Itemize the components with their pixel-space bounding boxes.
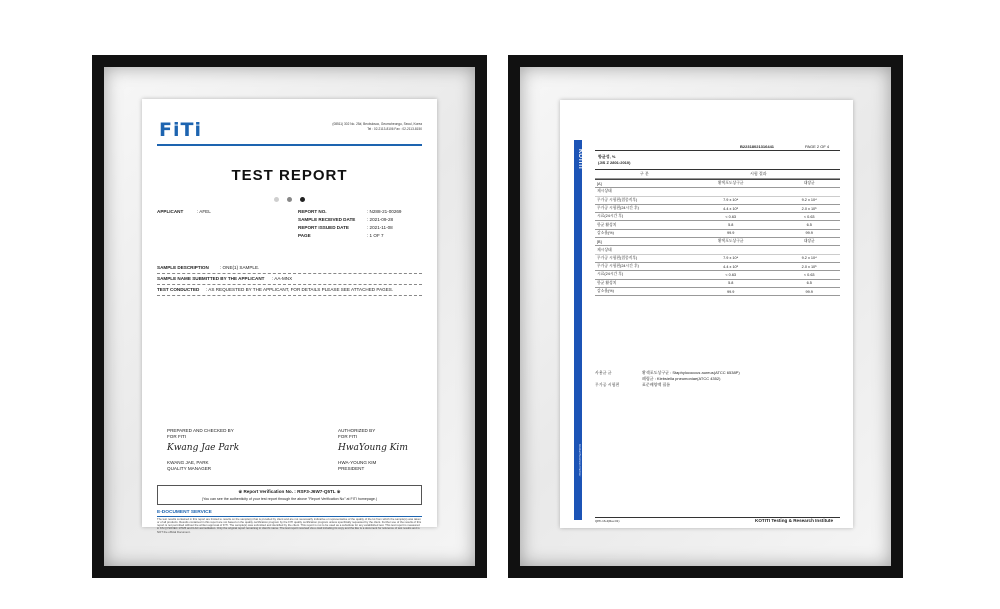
test-conducted-label: TEST CONDUCTED [157, 287, 200, 292]
table-cell: 제시상태 [595, 188, 683, 196]
prepared-by-line1: PREPARED AND CHECKED BY [167, 428, 234, 433]
prepared-signature: Kwang Jae Park [167, 443, 240, 453]
table-cell: 제시상태 [595, 246, 683, 254]
table-row [595, 254, 840, 262]
footer-institute: KOTITI Testing & Research Institute [755, 518, 834, 523]
authorized-by-line1: AUTHORIZED BY [338, 428, 376, 433]
right-picture-frame [508, 55, 903, 578]
dashed-rule [157, 295, 422, 296]
table-row [595, 213, 840, 221]
table-row [595, 204, 840, 212]
table-cell: 7.9 x 10⁴ [683, 196, 778, 204]
table-cell: 9.2 x 10⁴ [778, 196, 840, 204]
table-cell: < 0.63 [683, 271, 778, 279]
test-method: (JIS Z 2801:2010) [598, 160, 631, 165]
table-cell: [A] [595, 180, 683, 188]
verification-box [157, 485, 422, 505]
table-cell: 감소율(%) [595, 287, 683, 295]
table-cell: [B] [595, 238, 683, 246]
test-report-document [142, 99, 437, 534]
table-cell: 4.4 x 10⁵ [683, 262, 778, 270]
sample-description-label: SAMPLE DESCRIPTION [157, 265, 209, 270]
table-cell: 6.5 [778, 221, 840, 229]
table-row [595, 271, 840, 279]
table-row [595, 180, 840, 188]
table-cell: 대장균 [778, 180, 840, 188]
service-title: E-DOCUMENT SERVICE [157, 510, 422, 517]
table-cell: 99.9 [778, 287, 840, 295]
table-cell: 무가공 시험편(24시간 후) [595, 204, 683, 212]
note-value-1: 황색포도상구균 : Staphylococcus aureus(ATCC 6538P) [642, 370, 740, 375]
verification-title: ※ Report Verification No. : RSF3-J6W7-Q5TL ※ [238, 489, 341, 494]
authorized-signature: HwaYoung Kim [338, 443, 408, 453]
table-cell: < 0.63 [683, 213, 778, 221]
table-cell: 시료(24시간 후) [595, 271, 683, 279]
prepared-name: KWANG JAE, PARK [167, 460, 209, 465]
left-frame-mat [104, 67, 475, 566]
table-cell: < 0.63 [778, 213, 840, 221]
authorized-name: HWA-YOUNG KIM [338, 460, 377, 465]
table-cell: 7.9 x 10⁴ [683, 254, 778, 262]
table-cell: 4.4 x 10⁵ [683, 204, 778, 212]
received-date-value: : 2021-09-28 [367, 217, 394, 222]
table-cell: 무가공 시험편(접종직후) [595, 196, 683, 204]
table-cell: 6.5 [778, 279, 840, 287]
results-table [595, 179, 840, 296]
sample-description-value: : ONE(1) SAMPLE. [220, 265, 260, 270]
applicant-value: : AFEL [197, 209, 211, 214]
table-cell: 대장균 [778, 238, 840, 246]
dashed-rule [157, 284, 422, 285]
table-cell: 5.8 [683, 221, 778, 229]
table-row [595, 262, 840, 270]
table-row [595, 221, 840, 229]
table-cell: 2.0 x 10⁵ [778, 204, 840, 212]
table-cell: < 0.63 [778, 271, 840, 279]
title-dots [142, 189, 437, 207]
table-cell: 99.9 [683, 287, 778, 295]
test-item: 항균성, % [598, 154, 616, 159]
table-row [595, 196, 840, 204]
kotiti-band-logo: KOTITI [577, 149, 583, 169]
table-row [595, 287, 840, 295]
service-text: The test results contained in this report are limited to results on the sample(s) that is provided by client and are not necessarily indicative or representative of the quality of the lot from which the sample(s) was taken or of all products. Results contained in this report are not based on the quality certification program by the FITI quality certification program unless specifically requested by the client. Further use of the results of this report is not permitted without the written approval of FITI. The sample(s) was submitted and identified by the client. This report is not to be used as a substitute for any established test. This test report is measured in KS Q ISO/IEC 17025 and ILAC accreditation. Only the original report remaining in client's name. The test report received via e-mail including its copy and the like is a document for reference of test results and is NOT the official Document. [157, 516, 422, 534]
dashed-rule [157, 273, 422, 274]
kotiti-report-document [560, 100, 853, 528]
table-cell: 황색포도상구균 [683, 238, 778, 246]
table-cell [778, 246, 840, 254]
band-tagline: Global Business Partner [578, 443, 582, 477]
dot-icon [274, 197, 279, 202]
result-header: 시험 결과 [750, 171, 767, 176]
received-date-label: SAMPLE RECEIVED DATE [298, 217, 356, 222]
table-cell: 99.9 [778, 229, 840, 237]
table-cell [683, 188, 778, 196]
table-cell: 항균 활성치 [595, 221, 683, 229]
issued-date-value: : 2021-11-08 [367, 225, 393, 230]
fiti-logo: FiTi [159, 119, 202, 141]
table-row [595, 229, 840, 237]
table-cell: 2.0 x 10⁵ [778, 262, 840, 270]
table-cell: 9.2 x 10⁴ [778, 254, 840, 262]
table-row [595, 238, 840, 246]
prepared-by-line2: FOR FITI [167, 434, 187, 439]
table-cell: 무가공 시험편(24시간 후) [595, 262, 683, 270]
table-cell: 99.9 [683, 229, 778, 237]
note-value-2: 폐렴균 : Klebsiella pneumoniae(ATCC 4352) [642, 376, 721, 381]
table-cell [778, 188, 840, 196]
col-header: 구 분 [640, 171, 649, 176]
document-title: TEST REPORT [231, 167, 348, 184]
footer-code: QPF-16-4(Rev.01) [595, 519, 620, 523]
header-address: (08511) 302 No. 25#, Beobuksoo, Geumcheongu, Seoul, Korea Tel : 02-2113-8106 Fax : 02-2113-8150 [332, 122, 422, 131]
page-indicator: PAGE 2 OF 4 [805, 144, 830, 149]
table-top-rule [595, 169, 840, 170]
table-cell [683, 246, 778, 254]
table-cell: 무가공 시험편(접종직후) [595, 254, 683, 262]
report-no-value: : N288-21-00269 [367, 209, 402, 214]
table-cell: 시료(24시간 후) [595, 213, 683, 221]
prepared-position: QUALITY MANAGER [167, 466, 212, 471]
left-picture-frame [92, 55, 487, 578]
issued-date-label: REPORT ISSUED DATE [298, 225, 349, 230]
table-cell: 항균 활성치 [595, 279, 683, 287]
table-cell: 감소율(%) [595, 229, 683, 237]
authorized-position: PRESIDENT [338, 466, 365, 471]
table-row [595, 246, 840, 254]
note-value-3: 표준배양액 필름 [642, 382, 671, 387]
sample-name-value: : AA-MNX [272, 276, 293, 281]
authorized-by-line2: FOR FITI [338, 434, 358, 439]
table-row [595, 279, 840, 287]
table-cell: 황색포도상구균 [683, 180, 778, 188]
test-conducted-value: : AS REQUESTED BY THE APPLICANT, FOR DETAILS PLEASE SEE ATTACHED PAGES. [206, 287, 394, 292]
note-label-3: 무가공 시험편 [595, 382, 620, 387]
page-value: : 1 OF 7 [367, 233, 384, 238]
dot-icon [287, 197, 292, 202]
verification-text: (You can see the authenticity of your test report through the above "Report Verification No" at FITI homepage.) [201, 497, 378, 501]
applicant-label: APPLICANT [157, 209, 184, 214]
note-label-1: 사용균 균 [595, 370, 612, 375]
header-divider [157, 144, 422, 146]
report-number: B22318021316441 [740, 144, 775, 149]
dot-icon [300, 197, 305, 202]
e-document-service [157, 510, 422, 534]
page-label: PAGE [298, 233, 311, 238]
table-cell: 5.8 [683, 279, 778, 287]
report-no-label: REPORT NO. [298, 209, 327, 214]
top-rule [595, 150, 840, 151]
right-frame-mat [520, 67, 891, 566]
table-row [595, 188, 840, 196]
sample-name-label: SAMPLE NAME SUBMITTED BY THE APPLICANT [157, 276, 265, 281]
